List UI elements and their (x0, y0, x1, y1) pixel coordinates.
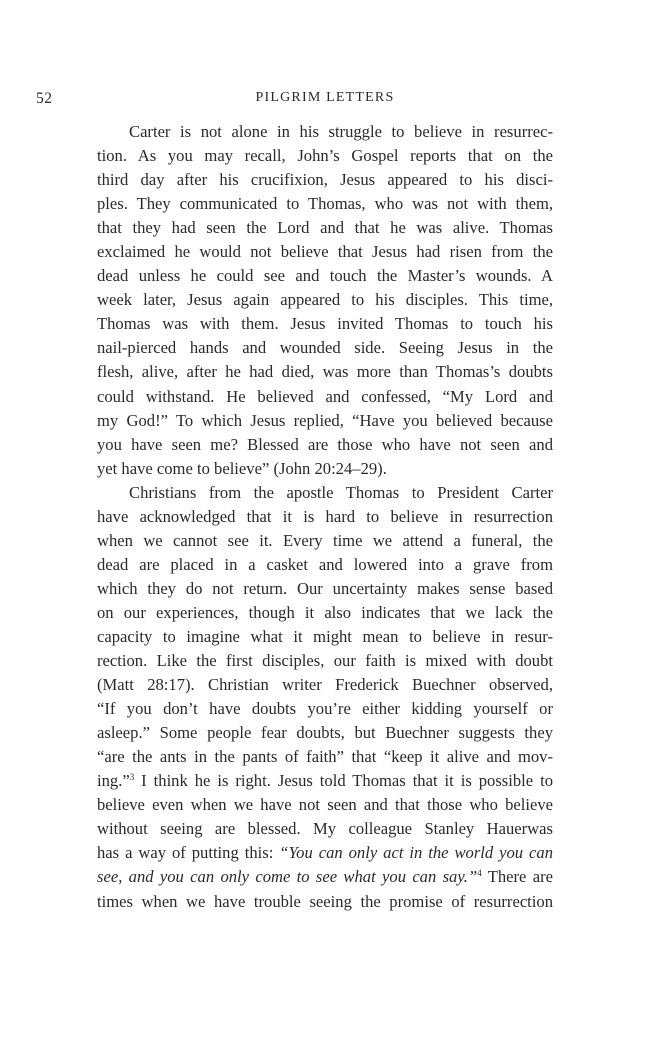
text-line: tion. As you may recall, John’s Gospel reports that on the (97, 146, 553, 166)
italic-quote: see, and you can only come to see what you can say.” (97, 867, 478, 887)
text-line: times when we have trouble seeing the promise of resurrection (97, 891, 553, 911)
text-line: without seeing are blessed. My colleague Stanley Hauerwas (97, 819, 553, 839)
paragraph (97, 120, 553, 481)
text-line: third day after his crucifixion, Jesus appeared to his disci- (97, 170, 553, 190)
paragraph (97, 481, 553, 914)
text-line: have acknowledged that it is hard to believe in resurrection (97, 506, 553, 526)
text-line: dead are placed in a casket and lowered into a grave from (97, 554, 553, 574)
text-line (97, 769, 553, 793)
text-line: that they had seen the Lord and that he was alive. Thomas (97, 218, 553, 238)
text-line: asleep.” Some people fear doubts, but Buechner suggests they (97, 723, 553, 743)
text-line: ples. They communicated to Thomas, who was not with them, (97, 194, 553, 214)
text-line: week later, Jesus again appeared to his disciples. This time, (97, 290, 553, 310)
text-line: flesh, alive, after he had died, was more than Thomas’s doubts (97, 362, 553, 382)
text-line: believe even when we have not seen and that those who believe (97, 795, 553, 815)
text-fragment: has a way of putting this: (97, 843, 280, 863)
text-fragment: There are (481, 867, 553, 887)
italic-quote: “You can only act in the world you can (279, 843, 553, 863)
footnote-ref-4[interactable]: 4 (477, 868, 482, 879)
text-line: you have seen me? Blessed are those who have not seen and (97, 434, 553, 454)
text-line (97, 841, 553, 865)
text-line: Thomas was with them. Jesus invited Thomas to touch his (97, 314, 553, 334)
running-head (0, 90, 650, 110)
text-line: exclaimed he would not believe that Jesus had risen from the (97, 242, 553, 262)
text-line: “are the ants in the pants of faith” that “keep it alive and mov- (97, 747, 553, 767)
text-line: Christians from the apostle Thomas to President Carter (129, 482, 553, 502)
text-line: my God!” To which Jesus replied, “Have you believed because (97, 410, 553, 430)
text-fragment: ing.” (97, 771, 130, 791)
text-line: “If you don’t have doubts you’re either kidding yourself or (97, 699, 553, 719)
text-fragment: I think he is right. Jesus told Thomas that it is possible to (134, 771, 553, 791)
footnote-ref-3[interactable]: 3 (129, 772, 135, 783)
text-line: could withstand. He believed and confessed, “My Lord and (97, 386, 553, 406)
body-text (97, 120, 553, 914)
text-line: Carter is not alone in his struggle to believe in resurrec- (129, 122, 553, 141)
text-line: rection. Like the first disciples, our faith is mixed with doubt (97, 651, 553, 671)
text-line: yet have come to believe” (John 20:24–29). (97, 458, 387, 478)
text-line: (Matt 28:17). Christian writer Frederick Buechner observed, (97, 675, 553, 695)
text-line: nail-pierced hands and wounded side. Seeing Jesus in the (97, 338, 553, 358)
text-line: when we cannot see it. Every time we attend a funeral, the (97, 530, 553, 550)
page-number: 52 (36, 90, 53, 107)
text-line (97, 865, 553, 889)
text-line: dead unless he could see and touch the Master’s wounds. A (97, 266, 553, 286)
running-title: PILGRIM LETTERS (255, 90, 395, 105)
text-line: which they do not return. Our uncertainty makes sense based (97, 578, 553, 598)
text-line: capacity to imagine what it might mean to believe in resur- (97, 626, 553, 646)
text-line: on our experiences, though it also indicates that we lack the (97, 602, 553, 622)
